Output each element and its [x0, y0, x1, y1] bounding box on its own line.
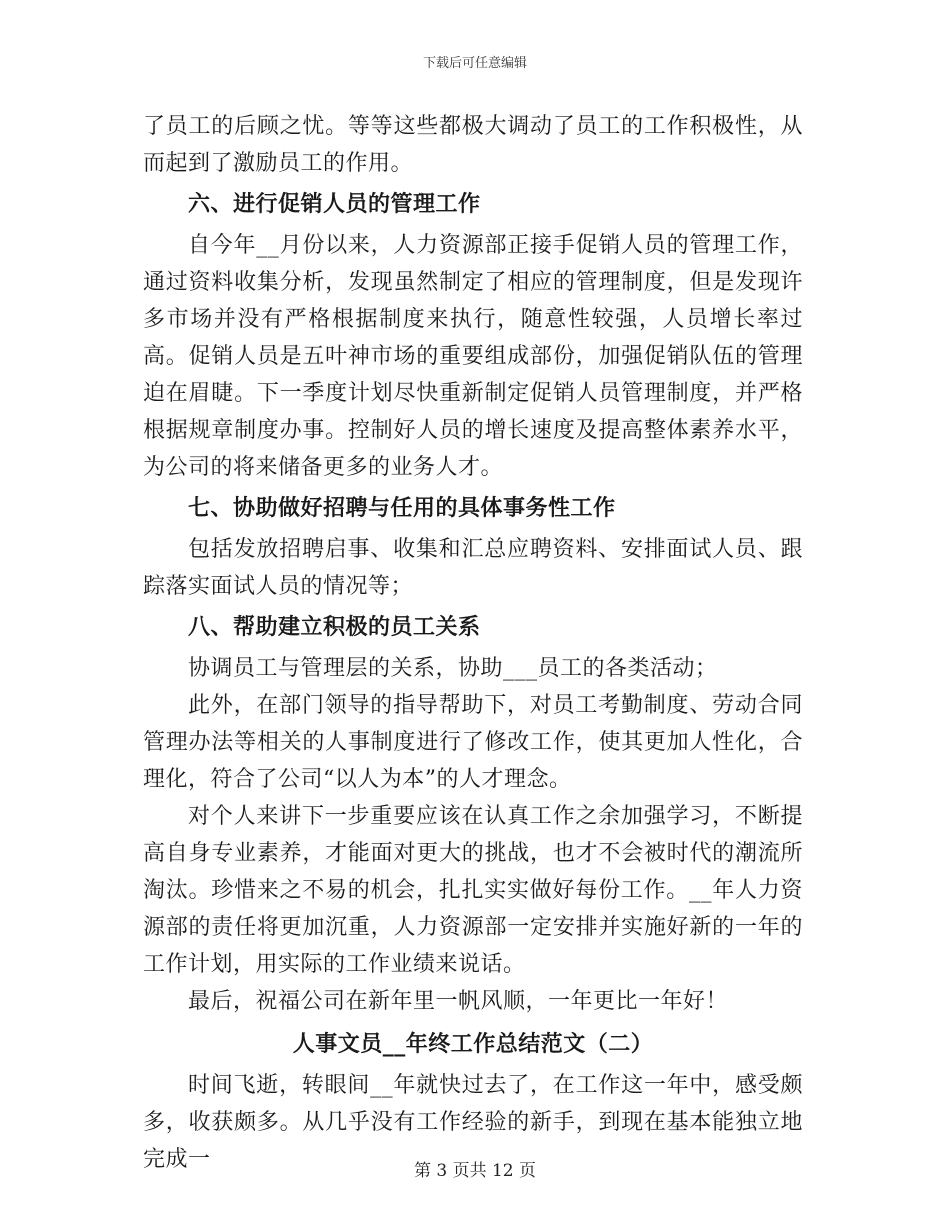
document-body — [143, 108, 803, 1178]
paragraph-system-revision: 此外，在部门领导的指导帮助下，对员工考勤制度、劳动合同管理办法等相关的人事制度进行了修改工作，使其更加人性化，合理化，符合了公司“以人为本”的人才理念。 — [143, 693, 803, 792]
paragraph-intro-2: 时间飞逝，转眼间__年就快过去了，在工作这一年中，感受颇多，收获颇多。从几乎没有工作经验的新手，到现在基本能独立地完成一 — [143, 1073, 803, 1172]
paragraph-personal-plan: 对个人来讲下一步重要应该在认真工作之余加强学习，不断提高自身专业素养，才能面对更大的挑战，也才不会被时代的潮流所淘汰。珍惜来之不易的机会，扎扎实实做好每份工作。__年人力资源部的责任将更加沉重，人力资源部一定安排并实施好新的一年的工作计划，用实际的工作业绩来说话。 — [143, 804, 803, 977]
document-title-2: 人事文员__年终工作总结范文（二） — [292, 1031, 654, 1057]
paragraph-continuation: 了员工的后顾之忧。等等这些都极大调动了员工的工作积极性，从而起到了激励员工的作用。 — [143, 114, 803, 176]
paragraph-recruitment: 包括发放招聘启事、收集和汇总应聘资料、安排面试人员、跟踪落实面试人员的情况等； — [143, 537, 803, 599]
section-heading-8: 八、帮助建立积极的员工关系 — [188, 614, 481, 640]
paragraph-promotion-staff: 自今年__月份以来，人力资源部正接手促销人员的管理工作，通过资料收集分析，发现虽然制定了相应的管理制度，但是发现许多市场并没有严格根据制度来执行，随意性较强，人员增长率过高。促销人员是五叶神市场的重要组成部份，加强促销队伍的管理迫在眉睫。下一季度计划尽快重新制定促销人员管理制度，并严格根据规章制度办事。控制好人员的增长速度及提高整体素养水平，为公司的将来储备更多的业务人才。 — [143, 233, 803, 480]
page-header: 下载后可任意编辑 — [422, 56, 527, 71]
section-heading-6: 六、进行促销人员的管理工作 — [188, 191, 481, 217]
page-footer: 第 3 页共 12 页 — [413, 1161, 537, 1181]
section-heading-7: 七、协助做好招聘与任用的具体事务性工作 — [188, 495, 616, 521]
paragraph-employee-relations: 协调员工与管理层的关系，协助___员工的各类活动； — [188, 656, 718, 681]
paragraph-closing-wish: 最后，祝福公司在新年里一帆风顺，一年更比一年好！ — [188, 989, 729, 1014]
